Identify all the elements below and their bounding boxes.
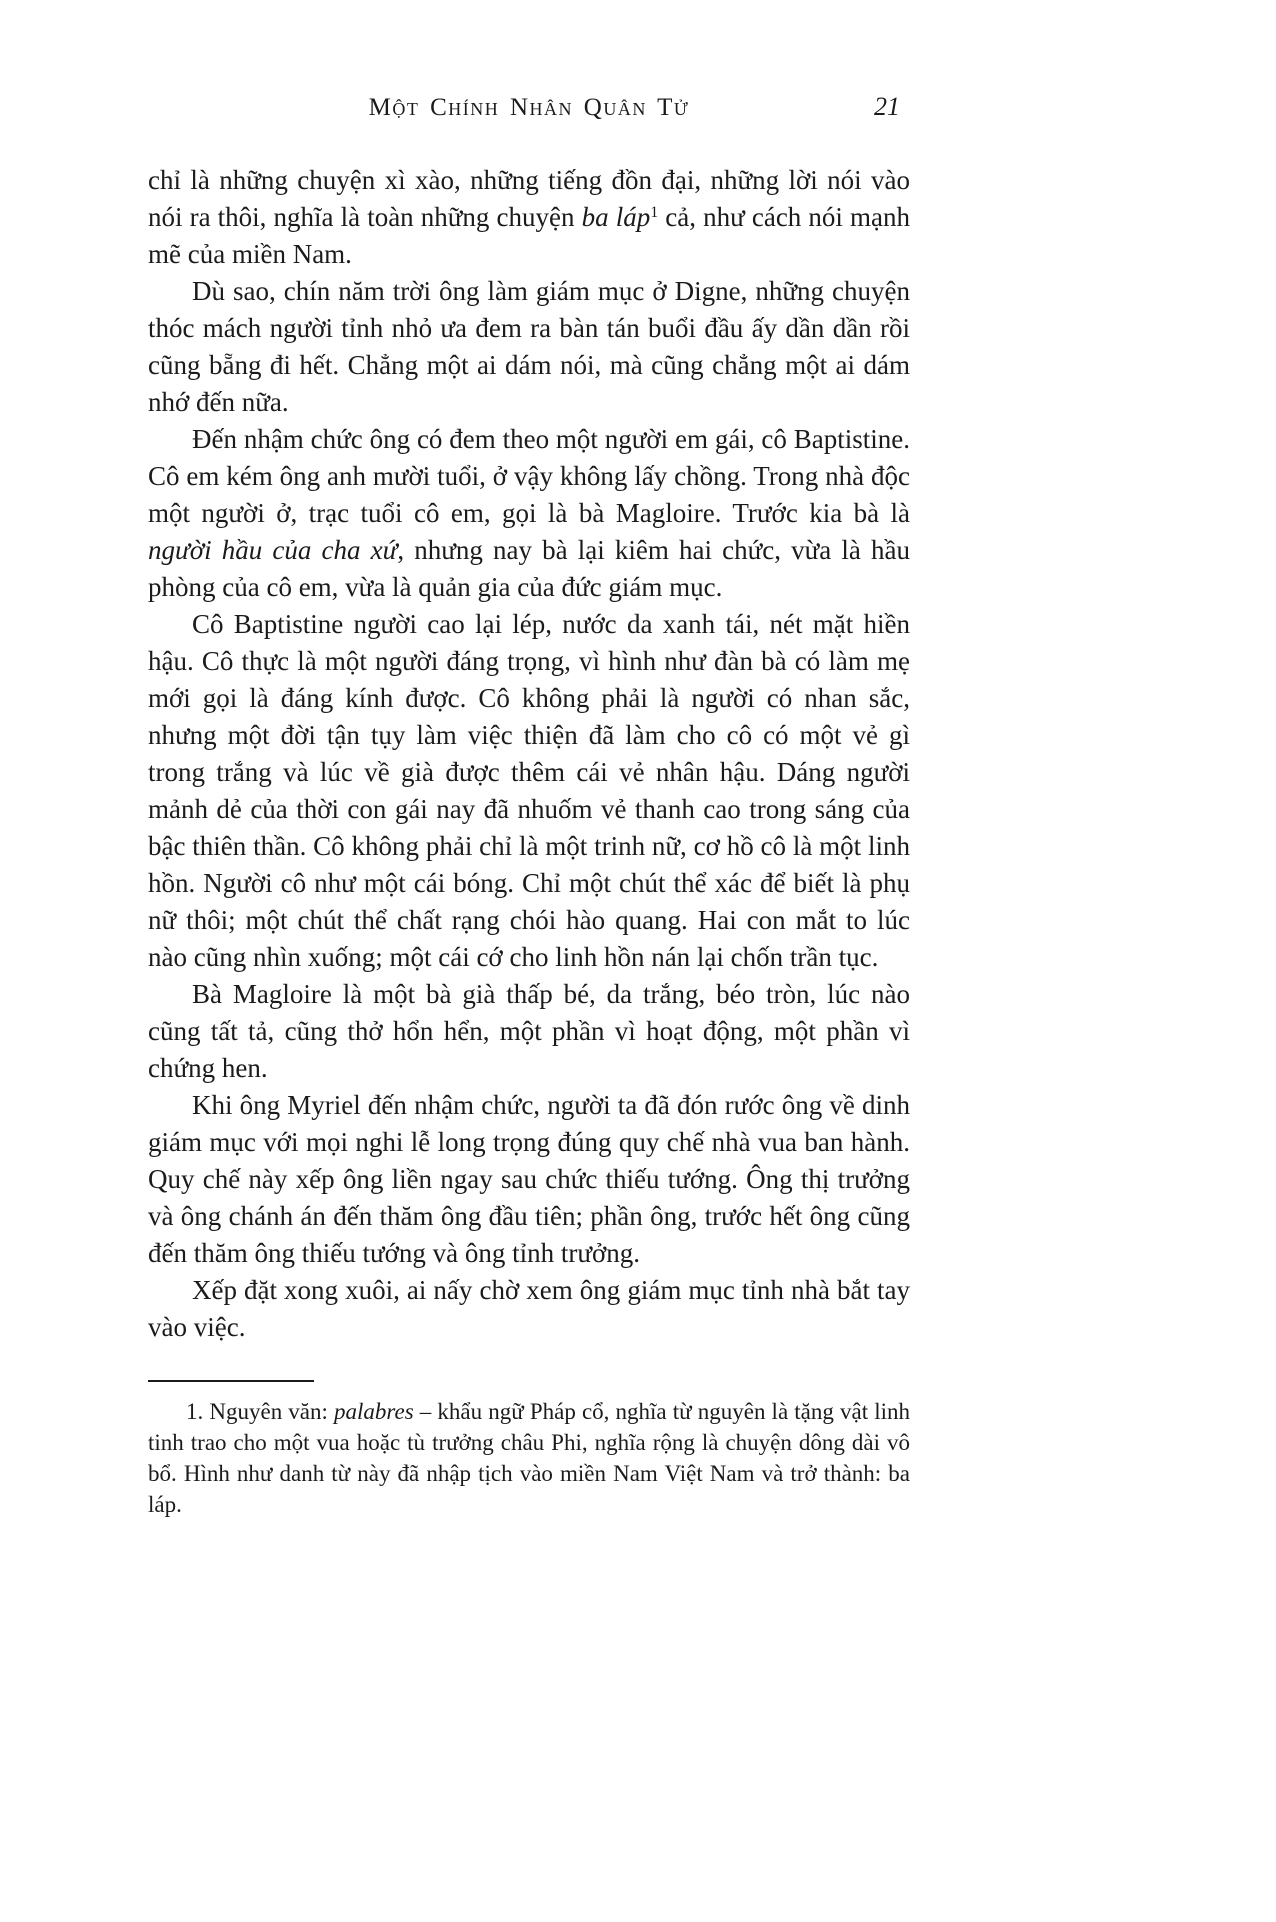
text-run: Xếp đặt xong xuôi, ai nấy chờ xem ông giám mục tỉnh nhà bắt tay vào việc. — [148, 1275, 910, 1342]
text-run: – khẩu ngữ Pháp cổ, nghĩa từ nguyên là tặng vật linh tinh trao cho một vua hoặc tù trưởng châu Phi, nghĩa rộng là chuyện dông dài vô bổ. Hình như danh từ này đã nhập tịch vào miền Nam Việt Nam và trở thành: ba láp. — [148, 1399, 910, 1517]
footnote-divider — [148, 1380, 314, 1382]
text-block — [148, 94, 910, 1520]
text-run: cả, như cách nói mạnh mẽ của miền Nam. — [148, 202, 910, 269]
italic-run: ba láp — [581, 202, 651, 232]
paragraph — [148, 162, 910, 273]
paragraph — [148, 1087, 910, 1272]
text-run: Khi ông Myriel đến nhậm chức, người ta đã đón rước ông về dinh giám mục với mọi nghi lễ long trọng đúng quy chế nhà vua ban hành. Quy chế này xếp ông liền ngay sau chức thiếu tướng. Ông thị trưởng và ông chánh án đến thăm ông đầu tiên; phần ông, trước hết ông cũng đến thăm ông thiếu tướng và ông tỉnh trưởng. — [148, 1090, 910, 1268]
text-run: Đến nhậm chức ông có đem theo một người em gái, cô Baptistine. Cô em kém ông anh mười tuổi, ở vậy không lấy chồng. Trong nhà độc một người ở, trạc tuổi cô em, gọi là bà Magloire. Trước kia bà là — [148, 424, 910, 528]
paragraph — [148, 606, 910, 976]
footnote-marker: 1 — [650, 204, 659, 221]
text-run: Bà Magloire là một bà già thấp bé, da trắng, béo tròn, lúc nào cũng tất tả, cũng thở hổn hển, một phần vì hoạt động, một phần vì chứng hen. — [148, 979, 910, 1083]
paragraph — [148, 1272, 910, 1346]
body-text — [148, 162, 910, 1346]
text-run: Cô Baptistine người cao lại lép, nước da xanh tái, nét mặt hiền hậu. Cô thực là một người đáng trọng, vì hình như đàn bà có làm mẹ mới gọi là đáng kính được. Cô không phải là người có nhan sắc, nhưng một đời tận tụy làm việc thiện đã làm cho cô có một vẻ gì trong trắng và lúc về già được thêm cái vẻ nhân hậu. Dáng người mảnh dẻ của thời con gái nay đã nhuốm vẻ thanh cao trong sáng của bậc thiên thần. Cô không phải chỉ là một trinh nữ, cơ hồ cô là một linh hồn. Người cô như một cái bóng. Chỉ một chút thể xác để biết là phụ nữ thôi; một chút thể chất rạng chói hào quang. Hai con mắt to lúc nào cũng nhìn xuống; một cái cớ cho linh hồn nán lại chốn trần tục. — [148, 609, 910, 972]
running-title: Một Chính Nhân Quân Tử — [368, 94, 690, 121]
paragraph — [148, 976, 910, 1087]
text-run: Dù sao, chín năm trời ông làm giám mục ở Digne, những chuyện thóc mách người tỉnh nhỏ ưa đem ra bàn tán buổi đầu ấy dần dần rồi cũng bẵng đi hết. Chẳng một ai dám nói, mà cũng chẳng một ai dám nhớ đến nữa. — [148, 276, 910, 417]
italic-run: palabres — [334, 1399, 414, 1424]
italic-run: người hầu của cha xứ — [148, 535, 398, 565]
paragraph — [148, 273, 910, 421]
page-number: 21 — [874, 92, 900, 121]
page-header — [148, 94, 910, 136]
footnote-block — [148, 1380, 910, 1520]
paragraph — [148, 421, 910, 606]
footnote-text — [148, 1396, 910, 1520]
text-run: 1. Nguyên văn: — [186, 1399, 335, 1424]
text-run: chỉ là những chuyện xì xào, những tiếng đồn đại, những lời nói vào nói ra thôi, nghĩa là toàn những chuyện — [148, 165, 910, 232]
text-run: , nhưng nay bà lại kiêm hai chức, vừa là hầu phòng của cô em, vừa là quản gia của đức giám mục. — [148, 535, 910, 602]
